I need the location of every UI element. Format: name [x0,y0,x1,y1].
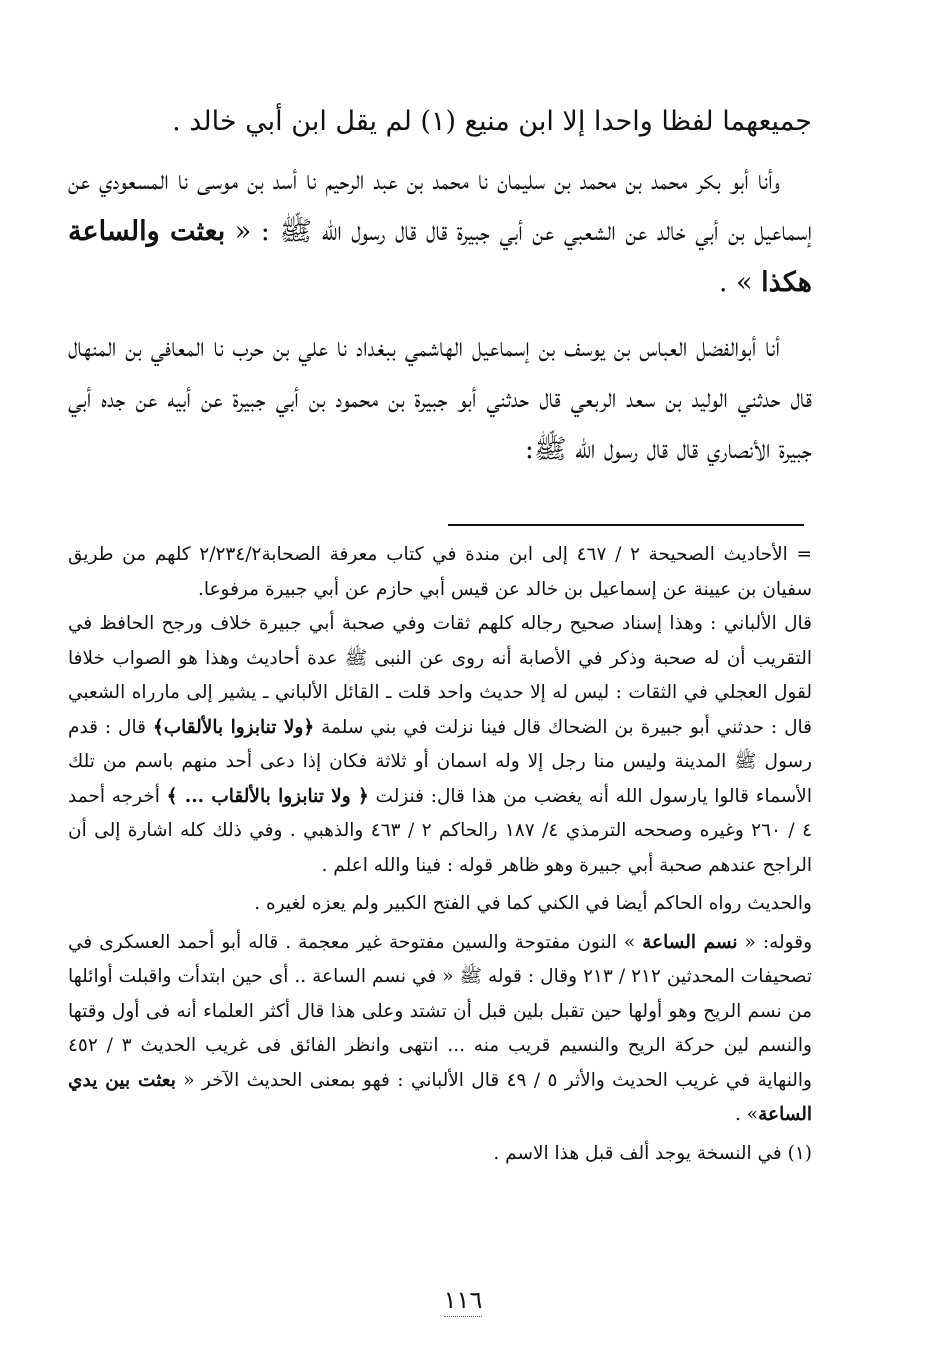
footnote-5 [68,1137,812,1172]
footnote-3-text: والحديث رواه الحاكم أيضا في الكني كما في الفتح الكبير ولم يعزه لغيره . [254,893,812,914]
bold-term: نسم الساعة [642,931,738,953]
page-number-text: ١١٦ [444,1286,483,1317]
footnotes [68,538,812,1171]
footnote-2 [68,607,812,883]
footnote-1-text: = الأحاديث الصحيحة ٢ / ٤٦٧ إلى ابن مندة في كتاب معرفة الصحابة٢/٢٣٤/٢ كلهم من طريق سفيان بن عيينة عن إسماعيل بن خالد عن قيس أبي حازم عن أبي جبيرة مرفوعا. [68,544,812,600]
footnote-5-text: (١) في النسخة يوجد ألف قبل هذا الاسم . [493,1142,812,1164]
footnote-4-text-c: » . [735,1104,759,1125]
paragraph-3-text: أنا أبوالفضل العباس بن يوسف بن إسماعيل الهاشمي ببغداد نا علي بن حرب نا المعافي بن المنهال قال حدثني الوليد بن سعد الربعي قال حدثني أبو جبيرة بن محمود بن أبي جبيرة عن أبيه عن جده أبي جبيرة الأنصاري قال قال رسول الله ﷺ: [68,332,812,465]
footnote-3 [68,887,812,922]
page-number [0,1286,926,1314]
footnote-4 [68,926,812,1133]
footnote-2-text-c: أخرجه أحمد ٤ / ٢٦٠ وغيره وصححه الترمذي ٤/ ١٨٧ رالحاكم ٢ / ٤٦٣ والذهبي . وفي ذلك كله اشارة إلى أن الراجح عندهم صحبة أبي جبيرة وهو ظاهر قوله : فينا والله اعلم . [68,785,812,876]
paragraph-2-text: وأنا أبو بكر محمد بن محمد بن سليمان نا محمد بن عبد الرحيم نا أسد بن موسى نا المسعودي عن إسماعيل بن أبي خالد عن الشعبي عن أبي جبيرة قال قال رسول الله ﷺ : « [68,165,812,247]
footnote-2-text: قال الألباني : وهذا إسناد صحيح رجاله كلهم ثقات وفي صحبة أبي جبيرة خلاف ورجح الحافظ في التقريب أن له صحبة وذكر في الأصابة أنه روى عن النبى ﷺ عدة أحاديث وهذا هو الصواب خلافا لقول العجلي في الثقات : ليس له إلا حديث واحد قلت ـ القائل الألباني ـ يشير إلى مارراه الشعبي قال : حدثني أبو جبيرة بن الضحاك قال فينا نزلت في بني سلمة [68,613,812,738]
paragraph-3 [68,322,812,475]
footnote-divider [448,524,804,526]
paragraph-1-text: جميعهما لفظا واحدا إلا ابن منيع (١) لم يقل ابن أبي خالد . [172,106,812,137]
hadith-quote: بعثت والساعة هكذا [68,216,812,298]
footnote-2-text-b: قال : قدم رسول ﷺ المدينة وليس منا رجل إلا وله اسمان أو ثلاثة فكان إذا دعى أحد منهم باسم من تلك الأسماء قالوا يارسول الله أنه يغضب من هذا قال: فنزلت [68,716,812,807]
main-text [68,96,812,489]
footnote-4-text-b: » النون مفتوحة والسين مفتوحة غير معجمة . قاله أبو أحمد العسكرى في تصحيفات المحدثين ٢١٢ / ٢١٣ وقال : قوله ﷺ « في نسم الساعة .. أى حين ابتدأت واقبلت أوائلها من نسم الريح وهو أولها حين تقبل بلين قبل أن تشتد وعلى هذا قال أكثر العلماء أنه فى أول وقتها والنسم لين حركة الريح والنسيم قريب منه ... انتهى وانظر الفائق فى غريب الحديث ٣ / ٤٥٢ والنهاية في غريب الحديث والأثر ٥ / ٤٩ قال الألباني : فهو بمعنى الحديث الآخر « [68,931,812,1091]
paragraph-2-end: » . [718,267,762,298]
paragraph-1 [68,96,812,147]
footnote-4-text: وقوله: « [737,931,812,953]
footnote-1 [68,538,812,607]
quran-quote-2: ﴿ ولا تنابزوا بالألقاب ... ﴾ [166,785,369,807]
quran-quote-1: ﴿ولا تنابزوا بالألقاب﴾ [152,716,315,738]
paragraph-2 [68,155,812,308]
bold-hadith: بعثت بين يدي الساعة [68,1069,812,1125]
